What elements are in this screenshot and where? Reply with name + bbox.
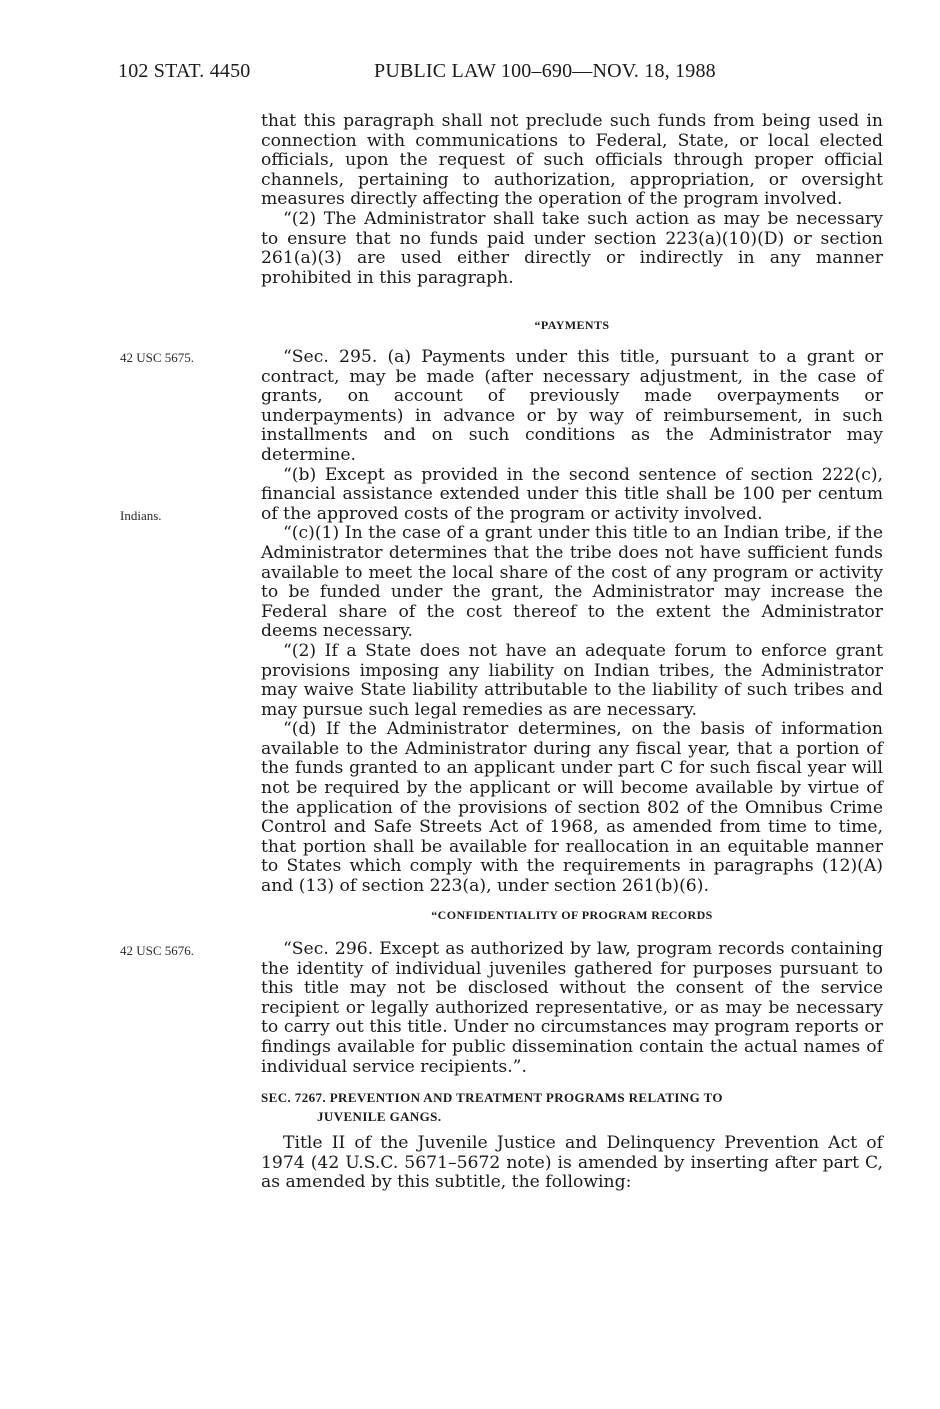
- heading-payments: “PAYMENTS: [534, 318, 610, 332]
- text-block-2: [261, 348, 883, 897]
- paragraph: “Sec. 295. (a) Payments under this title, pursuant to a grant or contract, may be made (after necessary adjustment, in the case of grants, on account of previously made overpayments or underpayments) in advance or by way of reimbursement, in such installments and on such conditions as the Administrator may determine.: [261, 347, 883, 465]
- paragraph: “Sec. 296. Except as authorized by law, program records containing the identity of individual juveniles gathered for purposes pursuant to this title may not be disclosed without the consent of the service recipient or legally authorized representative, or as may be necessary to carry out this title. Under no circumstances may program reports or findings available for public dissemination contain the actual names of individual service recipients.”.: [261, 939, 883, 1077]
- text-block-3: [261, 940, 883, 1077]
- text-block-4: [261, 1134, 883, 1193]
- margin-note-indians: Indians.: [120, 508, 162, 523]
- margin-note-usc-5676: 42 USC 5676.: [120, 943, 195, 958]
- paragraph: “(2) If a State does not have an adequate forum to enforce grant provisions imposing any liability on Indian tribes, the Administrator may waive State liability attributable to the liability of such tribes and may pursue such legal remedies as are necessary.: [261, 640, 883, 720]
- stat-page-number: 102 STAT. 4450: [118, 60, 251, 82]
- paragraph: “(c)(1) In the case of a grant under this title to an Indian tribe, if the Administrator determines that the tribe does not have sufficient funds available to meet the local share of the cost of any program or activity to be funded under the grant, the Administrator may increase the Federal share of the cost thereof to the extent the Administrator deems necessary.: [261, 523, 883, 642]
- text-block-1: [261, 112, 883, 288]
- public-law-title: PUBLIC LAW 100–690—NOV. 18, 1988: [374, 60, 716, 82]
- paragraph: “(d) If the Administrator determines, on the basis of information available to the Administrator during any fiscal year, that a portion of the funds granted to an applicant under part C for such fiscal year will not be required by the applicant or will become available by virtue of the application of the provisions of section 802 of the Omnibus Crime Control and Safe Streets Act of 1968, as amended from time to time, that portion shall be available for reallocation in an equitable manner to States which comply with the requirements in paragraphs (12)(A) and (13) of section 223(a), under section 261(b)(6).: [261, 719, 883, 897]
- section-heading-line: JUVENILE GANGS.: [317, 1109, 442, 1124]
- heading-confidentiality: “CONFIDENTIALITY OF PROGRAM RECORDS: [431, 908, 713, 922]
- margin-note-usc-5675: 42 USC 5675.: [120, 350, 195, 365]
- paragraph: that this paragraph shall not preclude such funds from being used in connection with communications to Federal, State, or local elected officials, upon the request of such officials through proper official channels, pertaining to authorization, appropriation, or oversight measures directly affecting the operation of the program involved.: [261, 111, 883, 210]
- paragraph: “(2) The Administrator shall take such action as may be necessary to ensure that no funds paid under section 223(a)(10)(D) or section 261(a)(3) are used either directly or indirectly in any manner prohibited in this paragraph.: [261, 208, 883, 288]
- paragraph: Title II of the Juvenile Justice and Delinquency Prevention Act of 1974 (42 U.S.C. 5671–5672 note) is amended by inserting after part C, as amended by this subtitle, the following:: [261, 1133, 883, 1193]
- section-heading-line: SEC. 7267. PREVENTION AND TREATMENT PROGRAMS RELATING TO: [261, 1090, 723, 1105]
- paragraph: “(b) Except as provided in the second sentence of section 222(c), financial assistance extended under this title shall be 100 per centum of the approved costs of the program or activity involved.: [261, 464, 883, 524]
- section-heading-7267: [261, 1088, 883, 1126]
